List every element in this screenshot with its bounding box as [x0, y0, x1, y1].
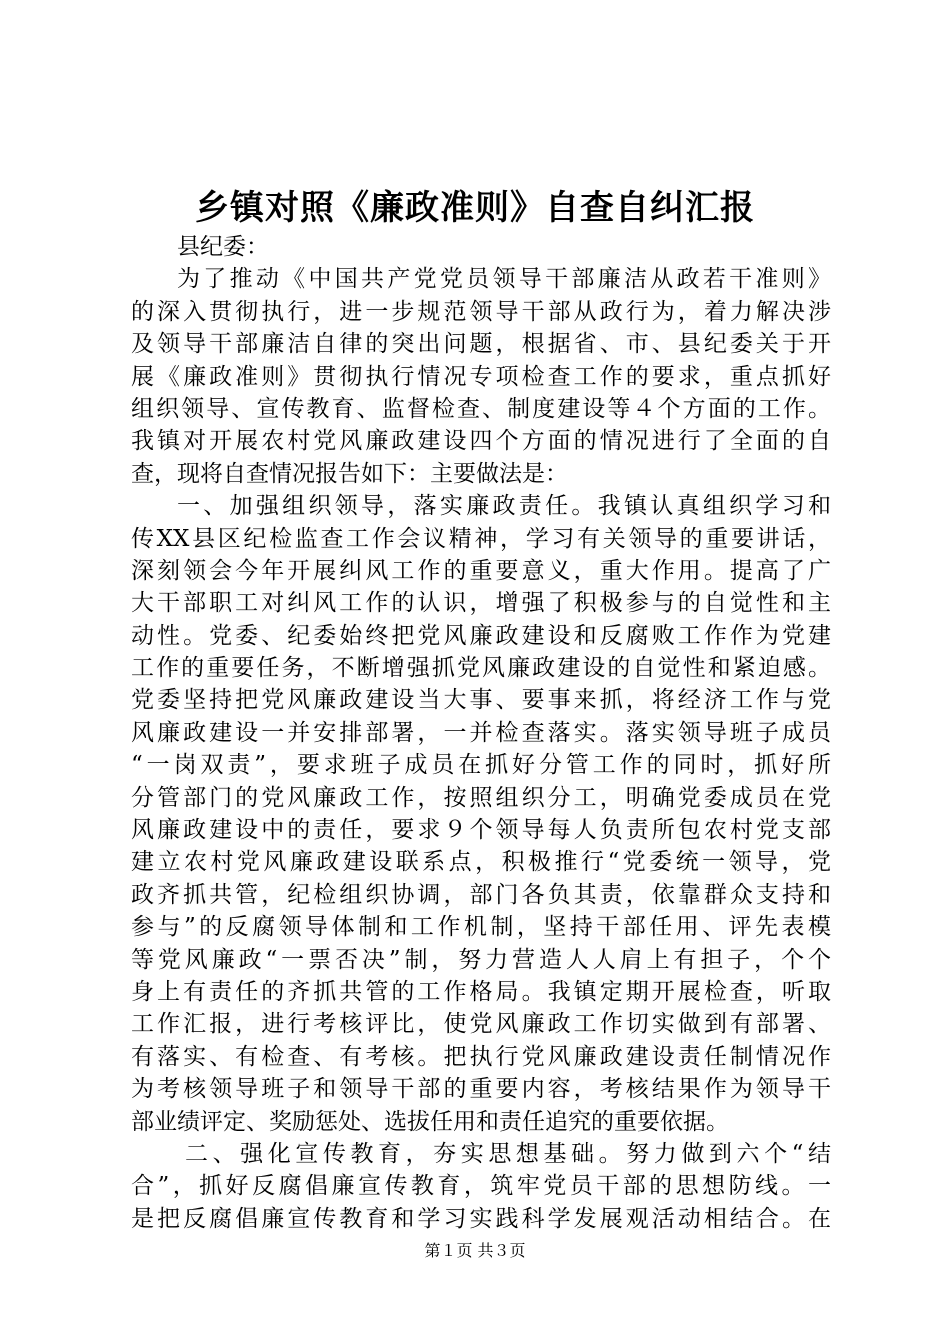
paragraph-line: 建立农村党风廉政建设联系点，积极推行“党委统一领导，党 [131, 849, 831, 876]
section-heading-line: 一、加强组织领导，落实廉政责任。我镇认真组织学习和 [177, 493, 831, 520]
paragraph-line: 工作汇报，进行考核评比，使党风廉政工作切实做到有部署、 [131, 1011, 831, 1038]
paragraph-line: 大干部职工对纠风工作的认识，增强了积极参与的自觉性和主 [131, 590, 831, 617]
paragraph-line: 等党风廉政“一票否决”制，努力营造人人肩上有担子，个个 [131, 946, 831, 973]
paragraph-line: 工作的重要任务，不断增强抓党风廉政建设的自觉性和紧迫感。 [131, 655, 831, 682]
salutation-line: 县纪委： [177, 234, 269, 260]
document-body [131, 231, 831, 1235]
paragraph-line: 风廉政建设一并安排部署，一并检查落实。落实领导班子成员 [131, 719, 831, 746]
section-heading-line: 二、强化宣传教育，夯实思想基础。努力做到六个“结 [185, 1140, 831, 1167]
paragraph-line: 身上有责任的齐抓共管的工作格局。我镇定期开展检查，听取 [131, 978, 831, 1005]
paragraph-line: 合”，抓好反腐倡廉宣传教育，筑牢党员干部的思想防线。一 [131, 1173, 831, 1200]
page-number-footer: 第１页 共３页 [424, 1241, 526, 1260]
paragraph-line: 传XX县区纪检监查工作会议精神，学习有关领导的重要讲话， [131, 525, 831, 552]
paragraph-line: 党委坚持把党风廉政建设当大事、要事来抓，将经济工作与党 [131, 687, 831, 714]
paragraph-line: 我镇对开展农村党风廉政建设四个方面的情况进行了全面的自 [131, 428, 831, 455]
paragraph-line: 深刻领会今年开展纠风工作的重要意义，重大作用。提高了广 [131, 557, 831, 584]
paragraph-line: 参与”的反腐领导体制和工作机制，坚持干部任用、评先表模 [131, 914, 831, 941]
paragraph-line: 的深入贯彻执行，进一步规范领导干部从政行为，着力解决涉 [131, 298, 831, 325]
paragraph-line: “一岗双责”，要求班子成员在抓好分管工作的同时，抓好所 [131, 752, 831, 779]
paragraph-line: 分管部门的党风廉政工作，按照组织分工，明确党委成员在党 [131, 784, 831, 811]
paragraph-line: 部业绩评定、奖励惩处、选拔任用和责任追究的重要依据。 [131, 1108, 729, 1135]
paragraph-line: 有落实、有检查、有考核。把执行党风廉政建设责任制情况作 [131, 1043, 831, 1070]
paragraph-line: 组织领导、宣传教育、监督检查、制度建设等４个方面的工作。 [131, 395, 831, 422]
paragraph-line: 风廉政建设中的责任，要求９个领导每人负责所包农村党支部 [131, 817, 831, 844]
paragraph-line: 政齐抓共管，纪检组织协调，部门各负其责，依靠群众支持和 [131, 881, 831, 908]
paragraph-line: 为考核领导班子和领导干部的重要内容，考核结果作为领导干 [131, 1076, 831, 1103]
paragraph-line: 是把反腐倡廉宣传教育和学习实践科学发展观活动相结合。在 [131, 1205, 831, 1232]
paragraph-line: 为了推动《中国共产党党员领导干部廉洁从政若干准则》 [177, 266, 831, 293]
paragraph-line: 及领导干部廉洁自律的突出问题，根据省、市、县纪委关于开 [131, 331, 831, 358]
paragraph-line: 查，现将自查情况报告如下：主要做法是： [131, 460, 568, 487]
paragraph-line: 展《廉政准则》贯彻执行情况专项检查工作的要求，重点抓好 [131, 363, 831, 390]
document-title: 乡镇对照《廉政准则》自查自纠汇报 [195, 188, 755, 228]
paragraph-line: 动性。党委、纪委始终把党风廉政建设和反腐败工作作为党建 [131, 622, 831, 649]
